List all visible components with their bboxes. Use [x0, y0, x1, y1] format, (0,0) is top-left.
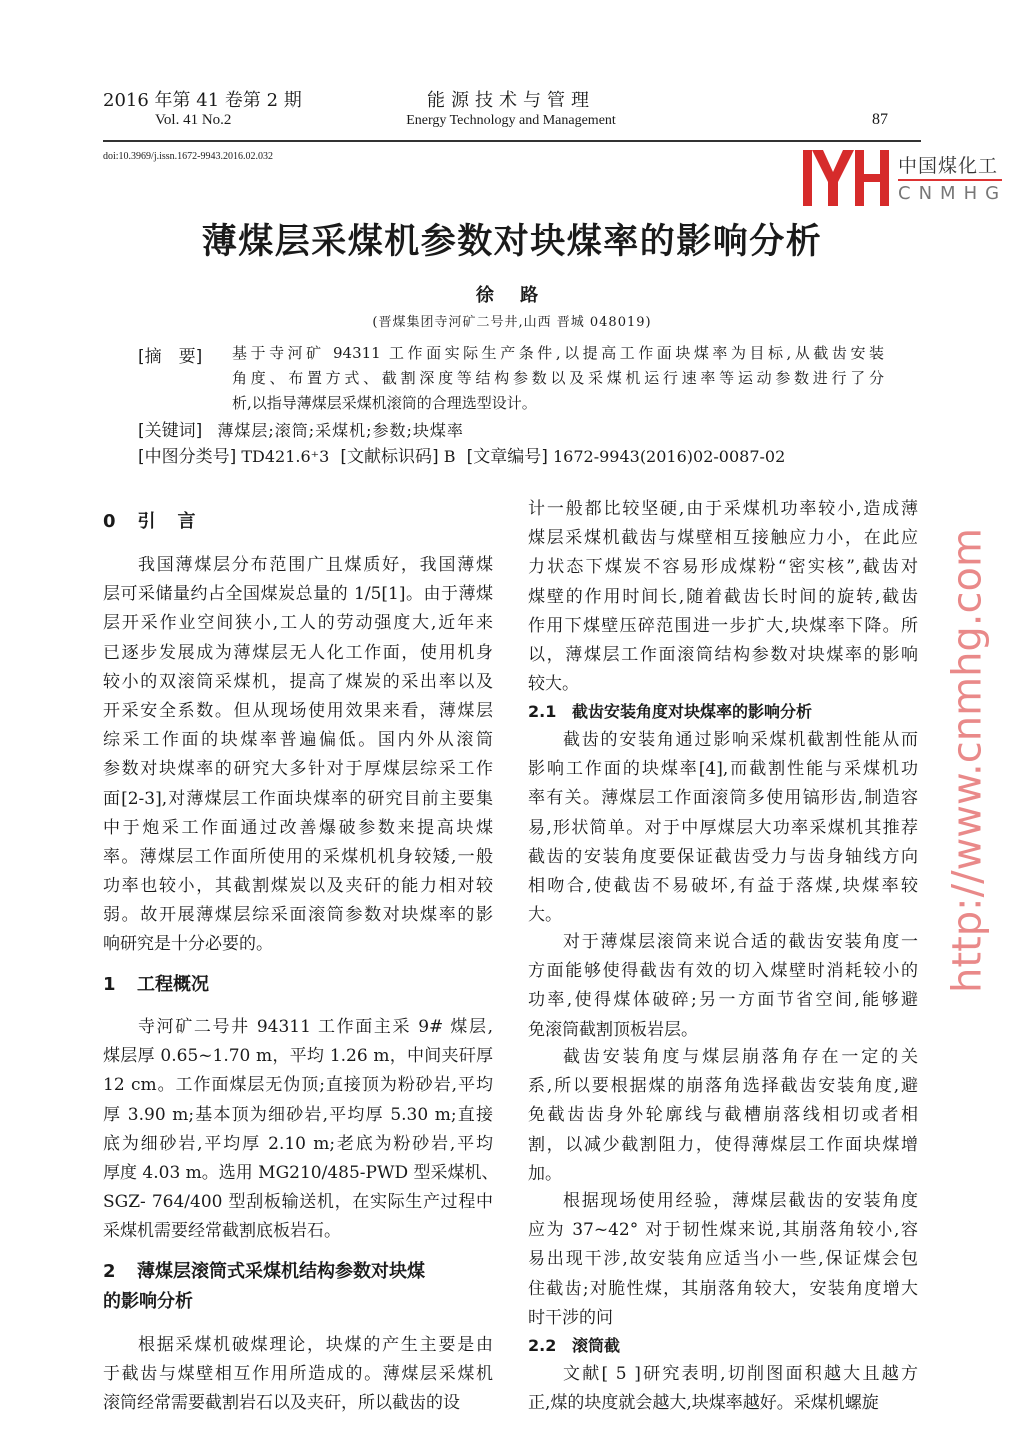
article-no-value: 1672-9943(2016)02-0087-02 [552, 447, 786, 466]
text-line: 力状态下煤炭不容易形成煤粉“密实核”,截齿对 [528, 557, 918, 578]
text-line: 截齿的安装角度要保证截齿受力与齿身轴线方向 [528, 846, 918, 867]
clc-label: [中图分类号] [138, 447, 237, 467]
text-line: 易,形状简单。对于中厚煤层大功率采煤机其推荐 [528, 817, 918, 838]
article-no-label: [文章编号] [466, 447, 548, 467]
text-line: 煤层采煤机截齿与煤壁相互接触应力小，在此应 [528, 528, 918, 549]
text-line: 计一般都比较坚硬,由于采煤机功率较小,造成薄 [528, 499, 918, 519]
text-line: 根据采煤机破煤理论，块煤的产生主要是由 [138, 1335, 493, 1355]
text-line: 免滚筒截割顶板岩层。 [528, 1019, 698, 1040]
text-line: 免截齿齿身外轮廓线与截槽崩落线相切或者相 [528, 1105, 918, 1126]
text-line: 对于薄煤层滚筒来说合适的截齿安装角度一 [563, 932, 918, 952]
logo-name-en: CNMHG [898, 183, 1008, 204]
section-heading-0: 0 引 言 [103, 511, 196, 532]
text-line: 煤壁的作用时间长,随着截齿长时间的旋转,截齿 [528, 586, 918, 607]
paragraph [103, 1013, 499, 1247]
classification-row [138, 442, 785, 467]
section-heading-2-1: 2.1 截齿安装角度对块煤率的影响分析 [528, 702, 813, 721]
paragraph [528, 495, 918, 699]
paragraph [528, 1043, 918, 1189]
myh-logo-mark-icon [803, 150, 889, 206]
text-line: 已逐步发展成为薄煤层无人化工作面，使用机身 [103, 642, 493, 663]
text-line: 我国薄煤层分布范围广且煤质好，我国薄煤 [138, 555, 493, 575]
text-line: 功率,使得煤体破碎;另一方面节省空间,能够避 [528, 990, 918, 1011]
text-line: 作用下煤壁压碎范围进一步扩大,块煤率下降。所 [528, 615, 918, 636]
text-line: 寺河矿二号井 94311 工作面主采 9# 煤层, [138, 1017, 493, 1037]
abstract-label: [摘 要] [138, 347, 203, 367]
section-heading-2-2: 2.2 滚筒截 [528, 1336, 621, 1355]
text-line: 割，以减少截割阻力，使得薄煤层工作面块煤增 [528, 1134, 918, 1155]
text-line: 加。 [528, 1163, 562, 1184]
text-line: 影响工作面的块煤率[4],而截割性能与采煤机功 [528, 759, 918, 780]
text-line: 方面能够使得截齿有效的切入煤壁时消耗较小的 [528, 961, 918, 982]
logo-rule [898, 179, 1002, 181]
text-line: 于截齿与煤壁相互作用所造成的。薄煤层采煤机 [103, 1364, 493, 1385]
text-line: 采煤机需要经常截割底板岩石。 [103, 1221, 341, 1242]
issue-cn: 2016 年第 41 卷第 2 期 [103, 90, 302, 111]
text-line: 煤层厚 0.65~1.70 m，平均 1.26 m，中间夹矸厚 [103, 1046, 493, 1067]
paragraph [528, 1187, 918, 1333]
logo-name-cn: 中国煤化工 [898, 155, 999, 177]
text-line: 截齿安装角度与煤层崩落角存在一定的关 [563, 1047, 918, 1067]
text-line: 厚 3.90 m;基本顶为细砂岩,平均厚 5.30 m;直接 [103, 1104, 493, 1125]
keywords: 薄煤层;滚筒;采煤机;参数;块煤率 [217, 421, 464, 440]
text-line: 系,所以要根据煤的崩落角选择截齿安装角度,避 [528, 1076, 918, 1097]
journal-name-en: Energy Technology and Management [406, 113, 616, 128]
text-line: 时干涉的问 [528, 1307, 613, 1328]
text-line: 面[2-3],对薄煤层工作面块煤率的研究目前主要集 [103, 788, 493, 809]
text-line: 应为 37~42° 对于韧性煤来说,其崩落角较小,容 [528, 1220, 918, 1241]
text-line: 参数对块煤率的研究大多针对于厚煤层综采工作 [103, 759, 493, 780]
text-line: 较大。 [528, 674, 579, 695]
text-line: 截齿的安装角通过影响采煤机截割性能从而 [563, 730, 918, 750]
abstract-line: 析,以指导薄煤层采煤机滚筒的合理选型设计。 [232, 394, 537, 412]
text-line: 相吻合,使截齿不易破坏,有益于落煤,块煤率较 [528, 875, 918, 896]
cnmhg-logo [800, 148, 1010, 208]
abstract-line: 角度、布置方式、截割深度等结构参数以及采煤机运行速率等运动参数进行了分 [232, 369, 884, 387]
abstract-line: 基于寺河矿 94311 工作面实际生产条件,以提高工作面块煤率为目标,从截齿安装 [232, 344, 884, 362]
text-line: 响研究是十分必要的。 [103, 934, 273, 955]
text-line: 较小的双滚筒采煤机，提高了煤炭的采出率以及 [103, 671, 493, 692]
header-rule [103, 140, 921, 142]
affiliation: (晋煤集团寺河矿二号井,山西 晋城 048019) [372, 315, 652, 330]
text-line: 易出现干涉,故安装角应适当小一些,保证煤会包 [528, 1249, 918, 1270]
page-number: 87 [872, 111, 888, 128]
section-heading-1: 1 工程概况 [103, 974, 209, 995]
text-line: 率。薄煤层工作面所使用的采煤机机身较矮,一般 [103, 846, 493, 867]
journal-name-cn: 能源技术与管理 [427, 90, 595, 111]
text-line: 层开采作业空间狭小,工人的劳动强度大,近年来 [103, 613, 493, 634]
doi: doi:10.3969/j.issn.1672-9943.2016.02.032 [103, 151, 274, 162]
clc-value: TD421.6⁺3 [241, 447, 330, 466]
text-line: 文献[ 5 ]研究表明,切削图面积越大且越方 [563, 1364, 918, 1384]
doc-code-label: [文献标识码] [340, 447, 439, 467]
text-line: 开采安全系数。但从现场使用效果来看，薄煤层 [103, 700, 493, 721]
text-line: 率有关。薄煤层工作面滚筒多使用镐形齿,制造容 [528, 788, 918, 809]
text-line: 大。 [528, 905, 562, 926]
text-line: 根据现场使用经验，薄煤层截齿的安装角度 [563, 1191, 918, 1211]
text-line: 正,煤的块度就会越大,块煤率越好。采煤机螺旋 [528, 1393, 879, 1414]
text-line: 功率也较小，其截割煤炭以及夹矸的能力相对较 [103, 876, 493, 897]
text-line: 中于炮采工作面通过改善爆破参数来提高块煤 [103, 817, 493, 838]
text-line: 弱。故开展薄煤层综采面滚筒参数对块煤率的影 [103, 905, 493, 926]
article-title: 薄煤层采煤机参数对块煤率的影响分析 [201, 222, 823, 262]
text-line: 综采工作面的块煤率普遍偏低。国内外从滚筒 [103, 730, 493, 751]
text-line: SGZ- 764/400 型刮板输送机，在实际生产过程中 [103, 1192, 493, 1213]
text-line: 滚筒经常需要截割岩石以及夹矸，所以截齿的设 [103, 1393, 460, 1414]
section-heading-2: 2 薄煤层滚筒式采煤机结构参数对块煤 的影响分析 [103, 1261, 425, 1312]
issue-en: Vol. 41 No.2 [155, 112, 232, 128]
paragraph [103, 1331, 493, 1419]
watermark-url: http://www.cnmhg.com [944, 528, 991, 993]
text-line: 层可采储量约占全国煤炭总量的 1/5[1]。由于薄煤 [103, 584, 493, 605]
paragraph [528, 726, 918, 930]
text-line: 厚度 4.03 m。选用 MG210/485-PWD 型采煤机、 [103, 1162, 499, 1183]
paragraph [528, 1360, 918, 1418]
text-line: 底为细砂岩,平均厚 2.10 m;老底为粉砂岩,平均 [103, 1133, 493, 1154]
author: 徐 路 [475, 285, 549, 306]
text-line: 以，薄煤层工作面滚筒结构参数对块煤率的影响 [528, 644, 918, 665]
paragraph [103, 551, 493, 960]
text-line: 12 cm。工作面煤层无伪顶;直接顶为粉砂岩,平均 [103, 1075, 493, 1096]
doc-code-value: B [443, 447, 456, 466]
keywords-row [138, 416, 464, 441]
keywords-label: [关键词] [138, 421, 203, 441]
paragraph [528, 928, 918, 1045]
text-line: 住截齿;对脆性煤，其崩落角较大，安装角度增大 [528, 1278, 918, 1299]
